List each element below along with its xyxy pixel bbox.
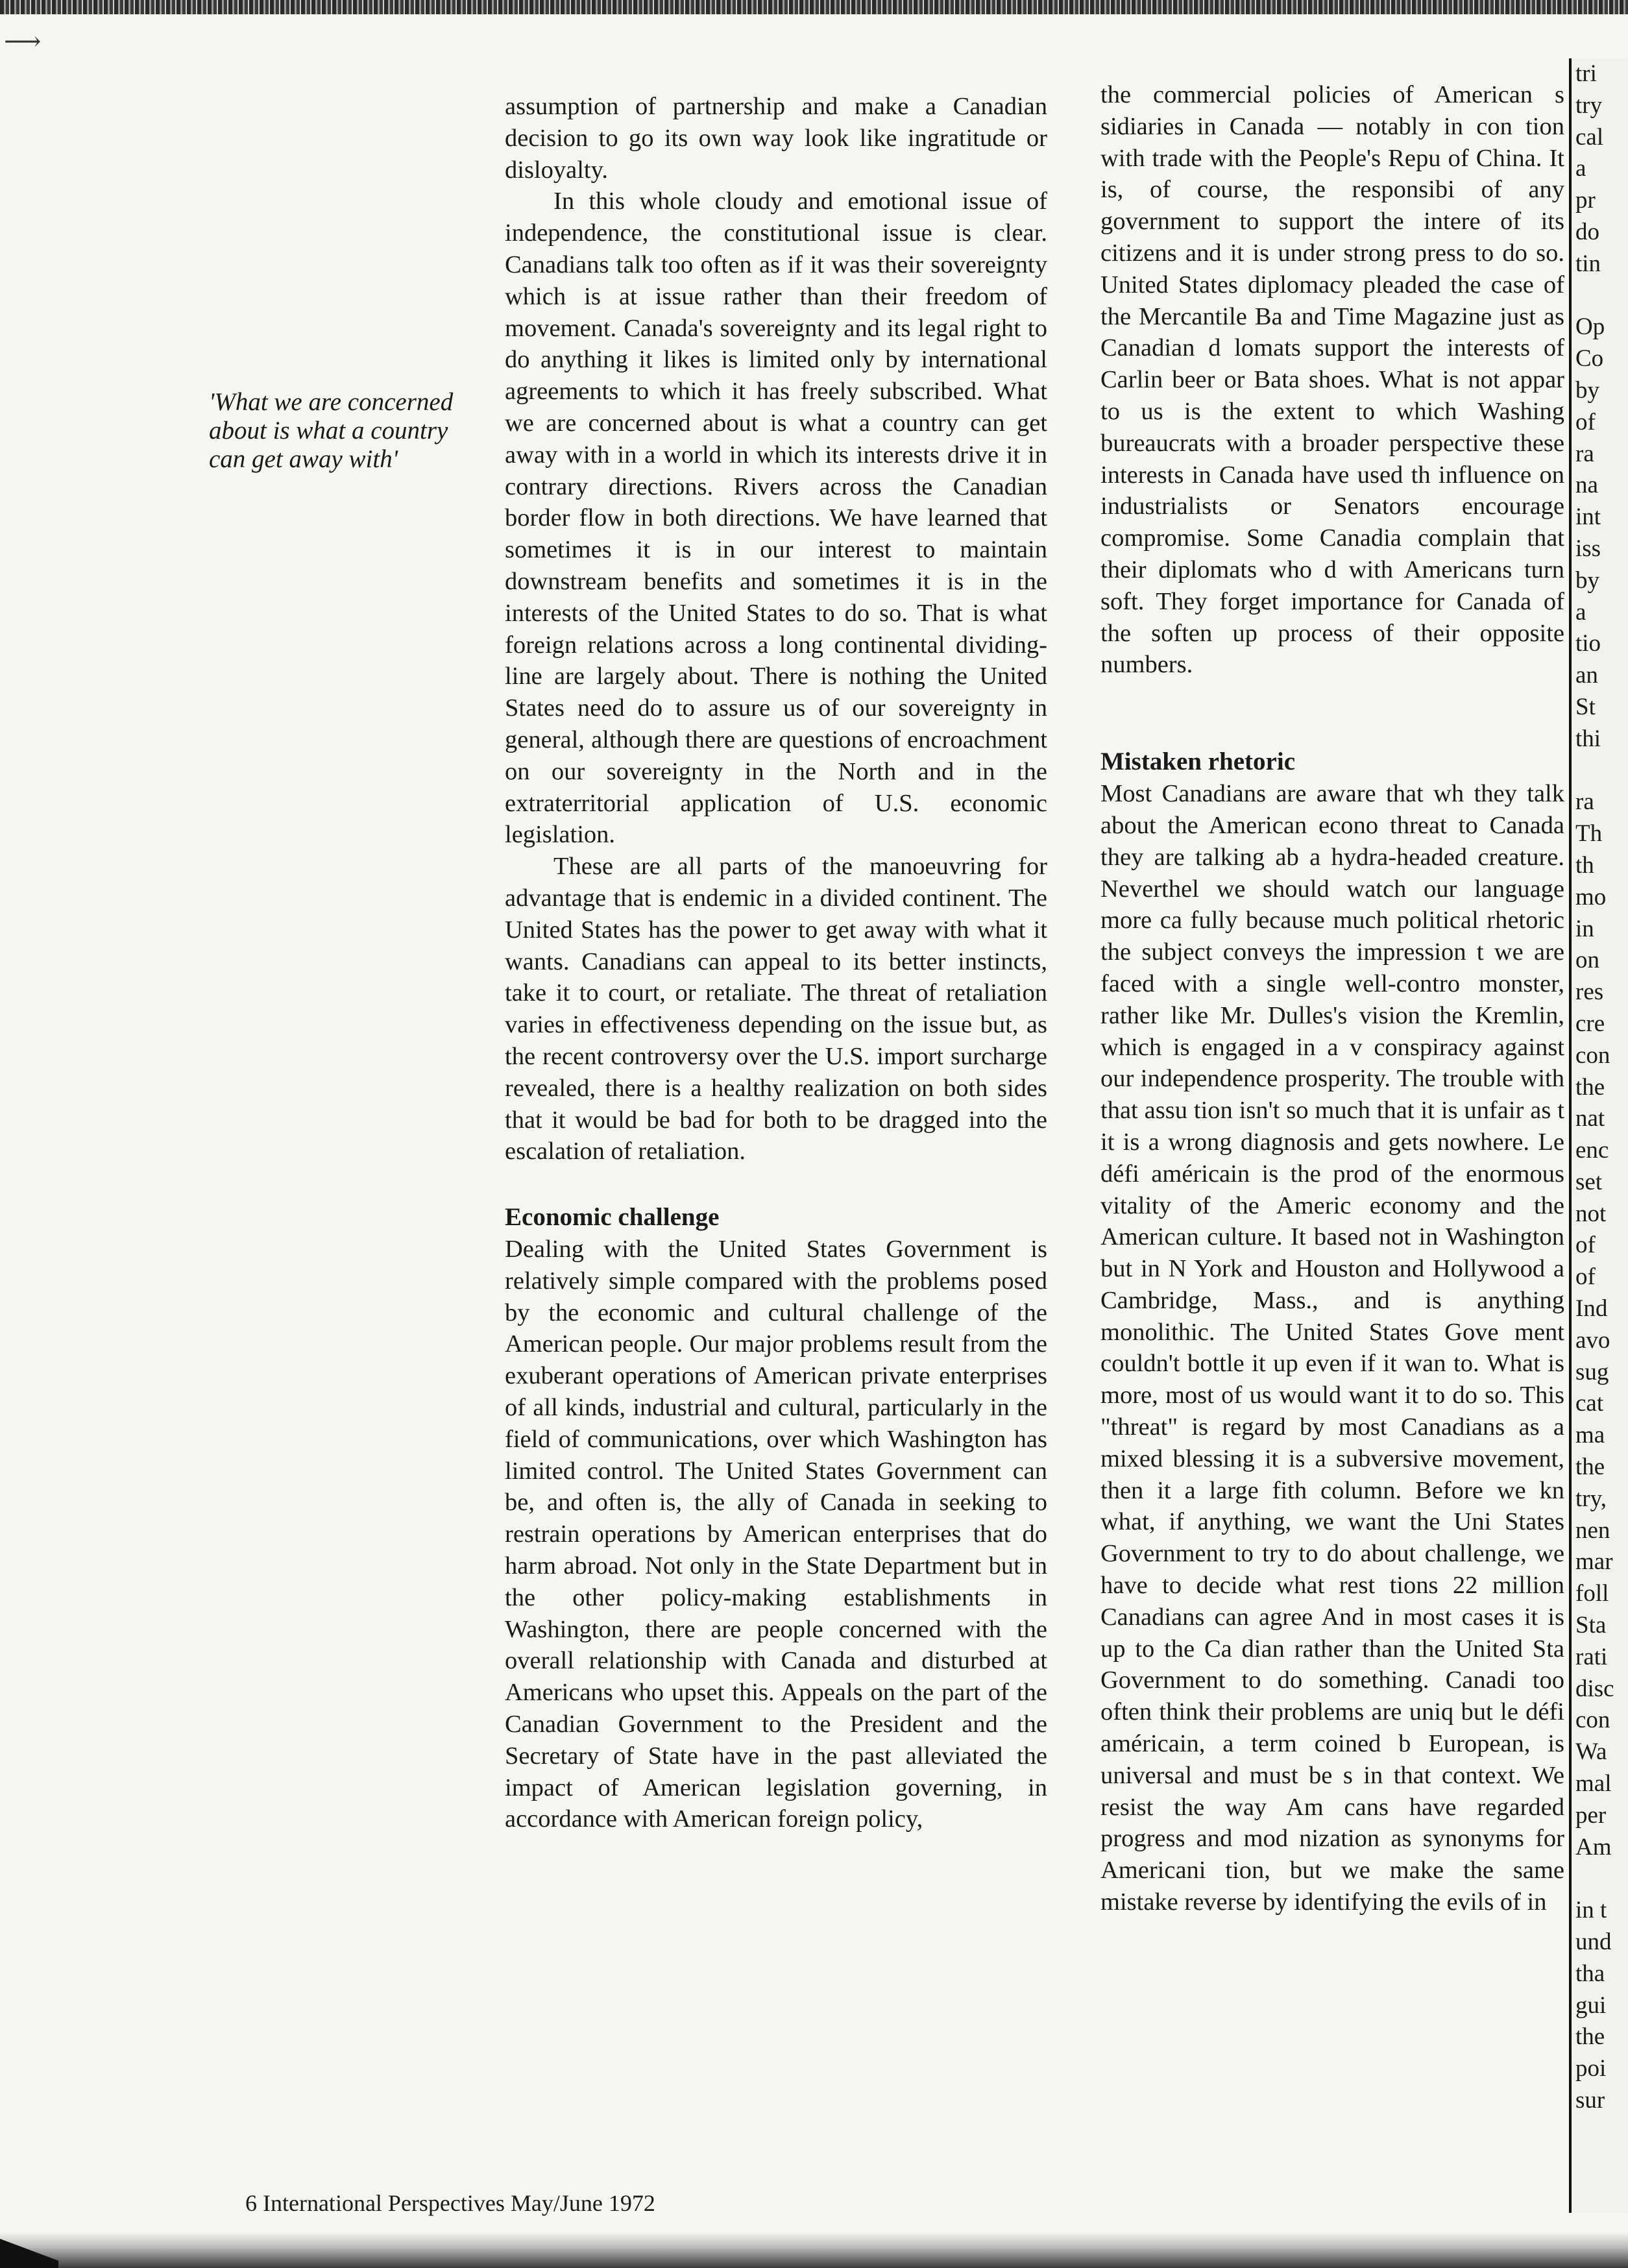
edge-fragment: und (1575, 1929, 1612, 1956)
edge-fragment: enc (1575, 1137, 1609, 1164)
edge-fragment: a (1575, 598, 1586, 626)
edge-fragment: disc (1575, 1675, 1614, 1702)
edge-fragment: con (1575, 1042, 1610, 1069)
section-spacer (1100, 681, 1564, 746)
edge-fragment: try, (1575, 1485, 1607, 1512)
edge-fragment: Sta (1575, 1612, 1607, 1639)
edge-fragment: of (1575, 1232, 1596, 1259)
body-paragraph: assumption of partnership and make a Canadian decision to go its own way look like ingratitude or disloyalty. (505, 93, 1047, 184)
page-footer (245, 2189, 655, 2217)
edge-fragment: Op (1575, 313, 1605, 341)
edge-fragment: Co (1575, 345, 1604, 372)
edge-fragment: pr (1575, 187, 1596, 214)
edge-fragment: res (1575, 979, 1604, 1006)
edge-fragment: thi (1575, 725, 1601, 752)
edge-fragment: St (1575, 693, 1596, 720)
edge-fragment: mar (1575, 1548, 1613, 1576)
edge-fragment: foll (1575, 1580, 1609, 1607)
edge-fragment: sug (1575, 1358, 1609, 1385)
article-column-right (1100, 79, 1564, 1918)
top-scan-border (0, 0, 1628, 14)
edge-fragment: mal (1575, 1770, 1612, 1798)
edge-fragment: rati (1575, 1643, 1608, 1670)
body-paragraph: These are all parts of the manoeuvring for advantage that is endemic in a divided continent. The United States has the power to get away with what it wants. Canadians can appeal to its better instincts, take it to court, or retaliate. The threat of retaliation varies in effectiveness depending on the issue but, as the recent controversy over the U.S. import surcharge revealed, there is a healthy realization on both sides that it would be bad for both to be dragged into the escalation of retaliation. (505, 853, 1047, 1165)
adjacent-page-edge (1569, 58, 1628, 2213)
edge-fragment: iss (1575, 535, 1601, 562)
edge-fragment: Ind (1575, 1295, 1608, 1323)
body-paragraph: Most Canadians are aware that wh they talk about the American econo threat to Canada they are talking ab a hydra-headed creature. Neverthel we should watch our language more ca fully because much political rhetoric the subject conveys the impression t we are faced with a single well-contro monster, rather like Mr. Dulles's vision the Kremlin, which is engaged in a v conspiracy against our independence prosperity. The trouble with that assu tion isn't so much that it is unfair as t it is a wrong diagnosis and gets nowhere. Le défi américain is the prod of the enormous vitality of the Americ economy and the American culture. It based not in Washington but in N York and Houston and Hollywood a Cambridge, Mass., and is anything monolithic. The United States Gove ment couldn't bottle it up even if it wan to. What is more, most of us would want it to do so. This "threat" is regard by most Canadians as a mixed blessing it is a subversive movement, then it a large fith column. Before we kn what, if anything, we want the Uni States Government to try to do about challenge, we have to decide what rest tions 22 million Canadians can agree And in most cases it is up to the Ca dian rather than the United Sta Government to do something. Canadi too often think their problems are uniq but le défi américain, a term coined b European, is universal and must be s in that context. We resist the way Am cans have regarded progress and mod nization as synonyms for Americani tion, but we make the same mistake reverse by identifying the evils of in (1100, 780, 1564, 1916)
edge-fragment: ma (1575, 1422, 1605, 1449)
edge-fragment: on (1575, 947, 1599, 974)
pull-quote: 'What we are concerned about is what a country can get away with' (209, 388, 454, 474)
edge-fragment: by (1575, 567, 1599, 594)
section-heading: Economic challenge (505, 1203, 720, 1232)
edge-fragment: mo (1575, 883, 1607, 910)
body-paragraph: In this whole cloudy and emotional issue of independence, the constitutional issue is clear. Canadians talk too often as if it was their sovereignty which is at issue rather than their freedom of movement. Canada's sovereignty and its legal right to do anything it likes is limited only by international agreements to which it has freely subscribed. What we are concerned about is what a country can get away with in a world in which its interests drive it in contrary directions. Rivers across the Canadian border flow in both directions. We have learned that sometimes it is in our interest to maintain downstream benefits and sometimes it is in the interests of the United States to do so. That is what foreign relations across a long continental dividing-line are largely about. There is nothing the United States need do to assure us of our sovereignty in general, although there are questions of encroachment on our sovereignty in the North and in the extraterritorial application of U.S. economic legislation. (505, 188, 1047, 849)
article-column-left (505, 91, 1047, 1835)
edge-fragment: cal (1575, 123, 1604, 151)
edge-fragment: cat (1575, 1390, 1604, 1417)
edge-fragment (1575, 755, 1628, 787)
edge-fragment: the (1575, 2023, 1605, 2051)
edge-fragment: of (1575, 408, 1596, 435)
edge-fragment: try (1575, 91, 1603, 119)
edge-fragment: the (1575, 1454, 1605, 1481)
edge-fragment: int (1575, 504, 1601, 531)
edge-fragment: Th (1575, 820, 1603, 847)
edge-fragment: Am (1575, 1833, 1612, 1860)
edge-fragment: tha (1575, 1960, 1605, 1987)
section-heading: Mistaken rhetoric (1100, 748, 1296, 776)
edge-fragment: sur (1575, 2087, 1605, 2114)
edge-fragment: Wa (1575, 1738, 1607, 1766)
edge-fragment: do (1575, 218, 1599, 245)
edge-fragment: by (1575, 376, 1599, 404)
edge-fragment: ra (1575, 440, 1594, 467)
edge-fragment: cre (1575, 1010, 1605, 1037)
edge-fragment: in (1575, 915, 1594, 942)
edge-fragment: an (1575, 662, 1598, 689)
publication-name: International Perspectives May/June 1972 (263, 2190, 655, 2216)
edge-fragment: th (1575, 851, 1594, 879)
edge-fragment: per (1575, 1801, 1607, 1829)
edge-fragment: poi (1575, 2055, 1607, 2082)
bottom-scan-shadow (0, 2232, 1628, 2268)
edge-fragment (1575, 280, 1628, 312)
edge-fragment: gui (1575, 1992, 1607, 2019)
edge-fragment: nat (1575, 1105, 1605, 1132)
edge-fragment: avo (1575, 1326, 1610, 1354)
edge-fragment: set (1575, 1168, 1603, 1195)
body-paragraph: Dealing with the United States Government is relatively simple compared with the problems posed by the economic and cultural challenge of the American people. Our major problems result from the exuberant operations of American private enterprises of all kinds, industrial and cultural, particularly in the field of communications, over which Washington has limited control. The United States Government can be, and often is, the ally of Canada in seeking to restrain operations by American enterprises that do harm abroad. Not only in the State Department but in the other policy-making establishments in Washington, there are people concerned with the overall relationship with Canada and disturbed at Americans who upset this. Appeals on the part of the Canadian Government to the President and the Secretary of State have in the past alleviated the impact of American legislation governing, in accordance with American foreign policy, (505, 1236, 1047, 1833)
page-number: 6 (245, 2190, 257, 2216)
section-spacer (505, 1167, 1047, 1201)
edge-fragment: tio (1575, 630, 1601, 657)
edge-fragment: of (1575, 1263, 1596, 1291)
edge-fragment: na (1575, 472, 1598, 499)
edge-fragment: ra (1575, 788, 1594, 816)
edge-fragment: a (1575, 155, 1586, 182)
edge-fragment: tri (1575, 60, 1597, 87)
body-paragraph: the commercial policies of American s sidiaries in Canada — notably in con tion with trade with the People's Repu of China. It is, of course, the responsibi of any government to support the intere of its citizens and it is under strong press to do so. United States diplomacy pleaded the case of the Mercantile Ba and Time Magazine just as Canadian d lomats support the interests of Carlin beer or Bata shoes. What is not appar to us is the extent to which Washing bureaucrats with a broader perspective these interests in Canada have used th influence on industrialists or Senators encourage compromise. Some Canadia complain that their diplomats who d with Americans turn soft. They forget importance for Canada of the soften up process of their opposite numbers. (1100, 81, 1564, 679)
edge-fragment: the (1575, 1073, 1605, 1101)
edge-fragment: in t (1575, 1897, 1607, 1924)
edge-fragment: nen (1575, 1517, 1610, 1544)
edge-fragment (1575, 1863, 1628, 1895)
edge-fragment: tin (1575, 250, 1601, 277)
edge-fragment: not (1575, 1200, 1607, 1227)
edge-fragment: con (1575, 1707, 1610, 1734)
corner-arrow-icon: ⟶ (4, 27, 42, 56)
